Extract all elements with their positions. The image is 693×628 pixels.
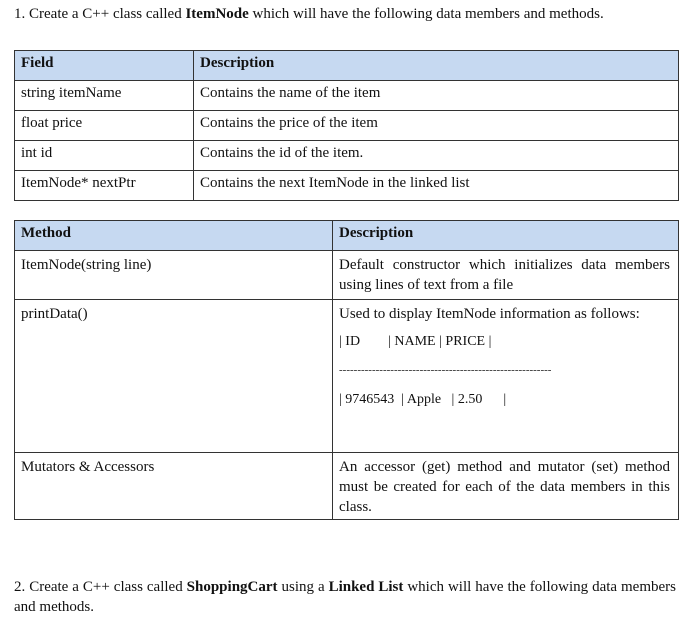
q1-prefix: 1. Create a C++ class called — [14, 6, 186, 22]
methods-table — [14, 220, 679, 520]
fields-table — [14, 50, 679, 201]
print-description: Used to display ItemNode information as follows: — [339, 306, 640, 322]
question-2 — [14, 577, 676, 617]
methods-header-description: Description — [333, 221, 679, 251]
question-1 — [14, 4, 676, 24]
table-row — [15, 251, 679, 300]
methods-header-method: Method — [15, 221, 333, 251]
fields-header-description: Description — [194, 51, 679, 81]
q2-structure: Linked List — [328, 579, 404, 595]
field-description: Contains the price of the item — [194, 111, 679, 141]
q1-suffix: which will have the following data members and methods. — [248, 6, 604, 22]
method-name: printData() — [15, 300, 333, 453]
field-description: Contains the name of the item — [194, 81, 679, 111]
q2-prefix: 2. Create a C++ class called — [14, 579, 187, 595]
method-name: ItemNode(string line) — [15, 251, 333, 300]
sample-output-row: | 9746543 | Apple | 2.50 | — [339, 392, 507, 407]
field-name: int id — [15, 141, 194, 171]
q2-middle: using a — [277, 579, 329, 595]
method-description: Default constructor which initializes data members using lines of text from a file — [333, 251, 679, 300]
table-row — [15, 81, 679, 111]
sample-output-divider: ---------------------------------------------------------- — [339, 364, 552, 376]
fields-header-field: Field — [15, 51, 194, 81]
method-description-print — [333, 300, 679, 453]
q1-class-name: ItemNode — [185, 6, 249, 22]
table-row — [15, 141, 679, 171]
q2-suffix: which will have the following data members and methods. — [14, 579, 676, 615]
table-row — [15, 111, 679, 141]
field-name: string itemName — [15, 81, 194, 111]
table-row — [15, 300, 679, 453]
sample-output-header: | ID | NAME | PRICE | — [339, 334, 492, 349]
q2-class-name: ShoppingCart — [186, 579, 278, 595]
field-description: Contains the next ItemNode in the linked list — [194, 171, 679, 201]
method-description: An accessor (get) method and mutator (set) method must be created for each of the data members in this class. — [333, 453, 679, 520]
table-row — [15, 171, 679, 201]
table-row — [15, 453, 679, 520]
field-description: Contains the id of the item. — [194, 141, 679, 171]
method-name: Mutators & Accessors — [15, 453, 333, 520]
field-name: ItemNode* nextPtr — [15, 171, 194, 201]
field-name: float price — [15, 111, 194, 141]
